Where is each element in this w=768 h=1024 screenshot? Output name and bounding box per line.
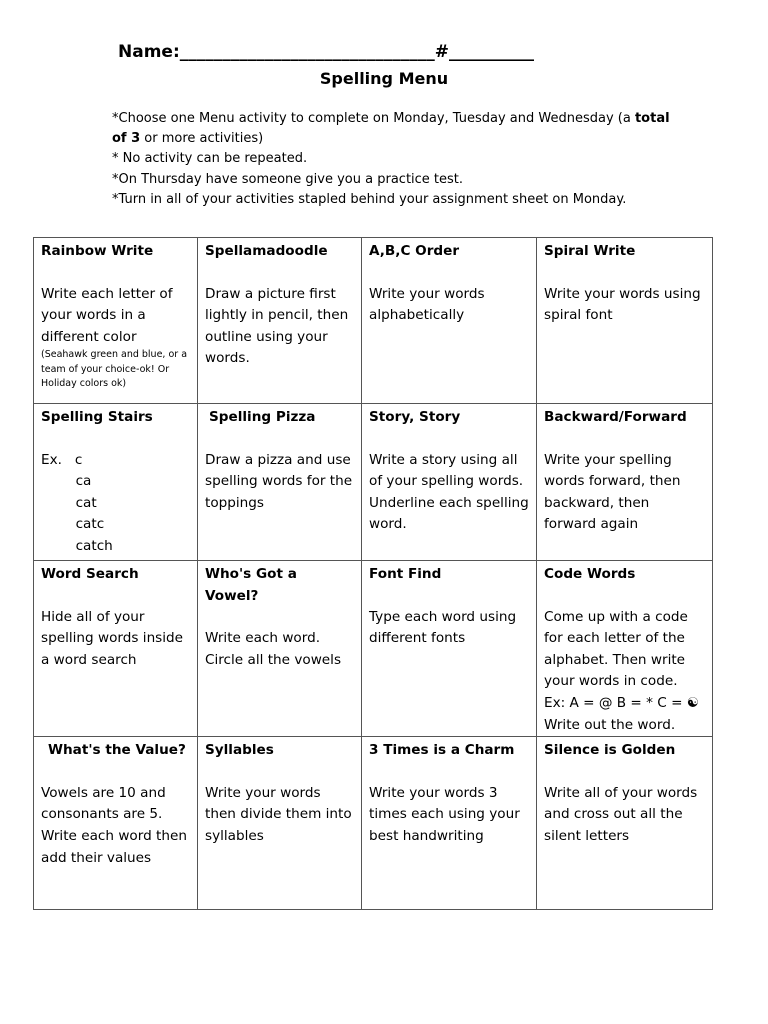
menu-row — [34, 404, 713, 561]
activity-description: Type each word using different fonts — [369, 608, 517, 647]
stairs-line: catch — [41, 537, 113, 554]
activity-title: Spelling Stairs — [41, 409, 153, 425]
activity-title: Spelling Pizza — [209, 409, 316, 425]
activity-description: Write your words using spiral font — [544, 285, 701, 324]
activity-description: Write your spelling words forward, then backward, then forward again — [544, 451, 681, 533]
activity-title: Rainbow Write — [41, 243, 154, 259]
activity-description — [41, 450, 190, 558]
activity-title: A,B,C Order — [369, 243, 460, 259]
code-example: Ex: A = @ B = * C = ☯ — [544, 694, 699, 711]
menu-cell-rainbow-write — [34, 238, 198, 404]
name-number-line: Name:______________________________#__________ — [118, 42, 534, 62]
menu-cell-silence-is-golden — [537, 737, 713, 910]
stairs-line: Ex. c — [41, 451, 83, 468]
instruction-4: *Turn in all of your activities stapled behind your assignment sheet on Monday. — [112, 191, 627, 207]
menu-cell-spiral-write — [537, 238, 713, 404]
menu-cell-backward-forward — [537, 404, 713, 561]
stairs-line: catc — [41, 516, 105, 533]
menu-cell-font-find — [362, 561, 537, 737]
activity-title: What's the Value? — [48, 742, 186, 759]
menu-cell-spelling-stairs — [34, 404, 198, 561]
activity-description: Vowels are 10 and consonants are 5. Write each word then add their values — [41, 784, 187, 866]
activity-description: Write a story using all of your spelling words. Underline each spelling word. — [369, 451, 529, 533]
activity-title: Story, Story — [369, 409, 461, 425]
activity-description: Come up with a code for each letter of the alphabet. Then write your words in code. — [544, 608, 688, 690]
activity-description: Hide all of your spelling words inside a word search — [41, 608, 184, 668]
activity-description: Write your words alphabetically — [369, 285, 485, 324]
menu-cell-whos-got-a-vowel — [198, 561, 362, 737]
instruction-2-bold: of 3 — [112, 131, 141, 147]
activity-title: Word Search — [41, 566, 139, 582]
activity-description: Write all of your words and cross out all the silent letters — [544, 784, 698, 844]
instruction-1-text: *Choose one Menu activity to complete on Monday, Tuesday and Wednesday (a — [112, 111, 635, 126]
instruction-1-bold: total — [634, 111, 670, 126]
menu-row — [34, 737, 713, 910]
menu-cell-code-words — [537, 561, 713, 737]
instruction-1 — [112, 109, 672, 129]
activity-note: (Seahawk green and blue, or a team of your choice-ok! Or Holiday colors ok) — [41, 349, 188, 390]
instruction-2: * No activity can be repeated. — [112, 151, 308, 167]
activity-description: Write each word. Circle all the vowels — [205, 630, 342, 668]
stairs-line: ca — [41, 473, 92, 490]
menu-cell-spellamadoodle — [198, 238, 362, 404]
activity-description: Draw a picture first lightly in pencil, then outline using your words. — [205, 285, 349, 367]
instruction-2-text: or more activities) — [140, 131, 264, 147]
activity-description: Write each letter of your words in a different color — [41, 285, 173, 345]
activity-title: Syllables — [205, 742, 274, 759]
menu-row — [34, 238, 713, 404]
spelling-menu-table — [33, 237, 713, 910]
instructions — [112, 109, 672, 210]
page-title: Spelling Menu — [319, 69, 449, 88]
activity-description: Write your words then divide them into syllables — [205, 784, 352, 844]
activity-description: Draw a pizza and use spelling words for the toppings — [205, 451, 353, 511]
menu-cell-whats-the-value — [34, 737, 198, 910]
menu-cell-spelling-pizza — [198, 404, 362, 561]
menu-cell-abc-order — [362, 238, 537, 404]
menu-cell-3-times-is-a-charm — [362, 737, 537, 910]
activity-title: Backward/Forward — [544, 409, 687, 425]
stairs-line: cat — [41, 494, 97, 511]
activity-description-continued: Write out the word. — [544, 716, 676, 733]
activity-title: Spellamadoodle — [205, 243, 328, 259]
activity-title: Font Find — [369, 566, 442, 582]
activity-title: Code Words — [544, 566, 636, 582]
instruction-3: *On Thursday have someone give you a practice test. — [112, 171, 464, 187]
menu-cell-word-search — [34, 561, 198, 737]
activity-description: Write your words 3 times each using your best handwriting — [369, 784, 520, 844]
menu-row — [34, 561, 713, 737]
activity-title: Silence is Golden — [544, 742, 676, 759]
menu-cell-story-story — [362, 404, 537, 561]
activity-title: 3 Times is a Charm — [369, 742, 515, 759]
menu-cell-syllables — [198, 737, 362, 910]
activity-title: Spiral Write — [544, 243, 636, 259]
instruction-1-continued — [112, 129, 672, 149]
activity-title: Who's Got a Vowel? — [205, 566, 297, 604]
